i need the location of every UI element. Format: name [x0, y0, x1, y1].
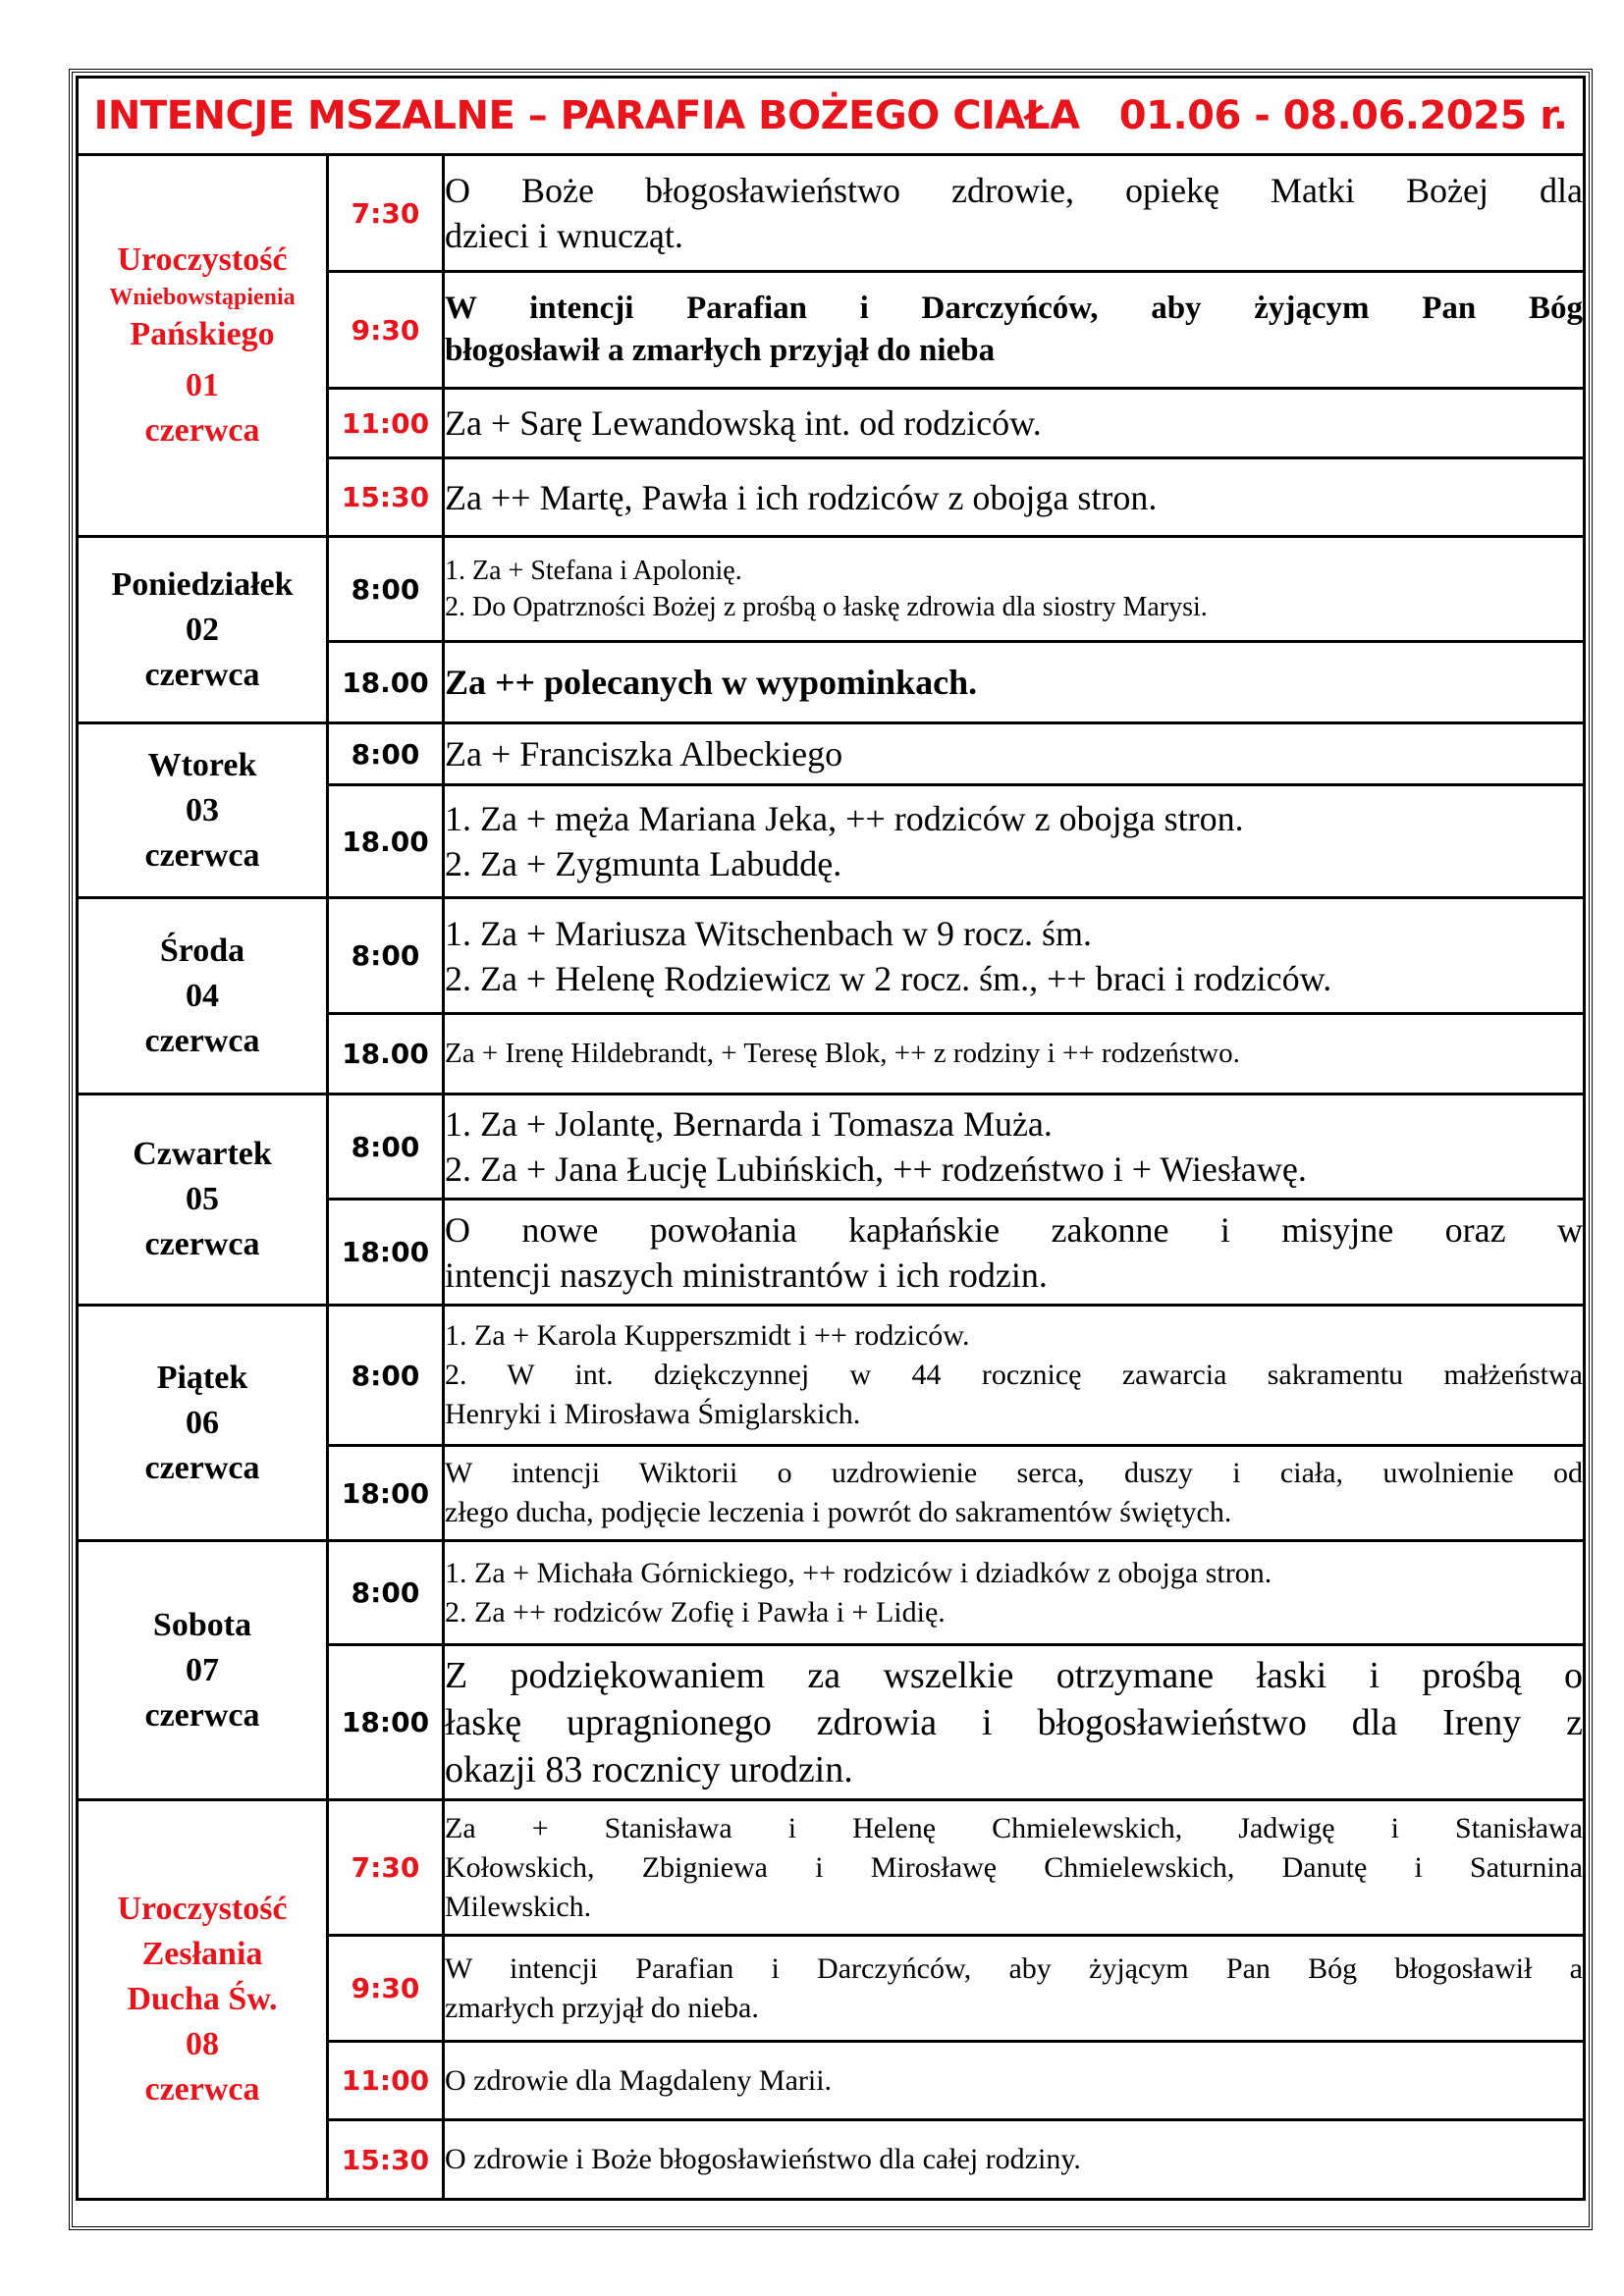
day-line: 04	[186, 977, 219, 1014]
mass-time: 11:00	[328, 389, 444, 458]
intention-line: złego ducha, podjęcie leczenia i powrót do sakramentów świętych.	[445, 1496, 1232, 1528]
intention-text	[444, 1645, 1585, 1800]
mass-time: 18.00	[328, 1014, 444, 1095]
table-row	[78, 1541, 1585, 1645]
mass-time: 8:00	[328, 1095, 444, 1200]
intention-text	[444, 1446, 1585, 1541]
intention-line: O zdrowie i Boże błogosławieństwo dla całej rodziny.	[445, 2143, 1081, 2175]
day-line: czerwca	[144, 2071, 260, 2108]
intention-line: O zdrowie dla Magdaleny Marii.	[445, 2063, 833, 2097]
day-line: czerwca	[144, 836, 260, 874]
day-line: 06	[186, 1404, 219, 1441]
intention-line: 1. Za + Michała Górnickiego, ++ rodziców i dziadków z obojga stron.	[445, 1556, 1272, 1589]
intention-text	[444, 1200, 1585, 1306]
intention-line: 2. Za + Zygmunta Labuddę.	[445, 844, 842, 883]
mass-time: 15:30	[328, 458, 444, 537]
intention-line: 2. Za ++ rodziców Zofię i Pawła i + Lidię.	[445, 1595, 946, 1629]
mass-time: 8:00	[328, 1541, 444, 1645]
table-row	[78, 1095, 1585, 1200]
intention-line: dzieci i wnucząt.	[445, 216, 683, 255]
intention-text	[444, 389, 1585, 458]
intention-text	[444, 155, 1585, 272]
schedule-sheet	[69, 69, 1593, 2230]
table-row	[78, 155, 1585, 272]
intention-line: Za ++ Martę, Pawła i ich rodziców z obojga stron.	[445, 477, 1158, 517]
mass-time: 15:30	[328, 2120, 444, 2200]
intention-text	[444, 1095, 1585, 1200]
day-label	[78, 1095, 328, 1306]
intention-line: Kołowskich, Zbigniewa i Mirosławę Chmielewskich, Danutę i Saturnina	[445, 1850, 1583, 1884]
intention-text	[444, 458, 1585, 537]
day-label	[78, 723, 328, 898]
mass-time: 9:30	[328, 1936, 444, 2042]
table-row	[78, 898, 1585, 1014]
day-label	[78, 1306, 328, 1541]
intention-line: 2. Do Opatrzności Bożej z prośbą o łaskę zdrowia dla siostry Marysi.	[445, 592, 1208, 622]
intention-line: 2. Za + Helenę Rodziewicz w 2 rocz. śm., ++ braci i rodziców.	[445, 958, 1332, 998]
intention-text	[444, 537, 1585, 642]
intention-line: 2. W int. dziękczynnej w 44 rocznicę zawarcia sakramentu małżeństwa	[445, 1359, 1583, 1391]
mass-time: 7:30	[328, 1800, 444, 1936]
table-row	[78, 1800, 1585, 1936]
intention-text	[444, 723, 1585, 785]
day-line: czerwca	[144, 656, 260, 693]
mass-time: 8:00	[328, 898, 444, 1014]
intention-line: Za ++ polecanych w wypominkach.	[445, 663, 978, 702]
intention-text	[444, 1014, 1585, 1095]
mass-time: 8:00	[328, 537, 444, 642]
day-label	[78, 155, 328, 537]
intention-text	[444, 785, 1585, 898]
day-line: 08	[186, 2026, 219, 2062]
mass-time: 18:00	[328, 1645, 444, 1800]
intention-text	[444, 1936, 1585, 2042]
intention-line: zmarłych przyjął do nieba.	[445, 1991, 759, 2024]
intention-line: Milewskich.	[445, 1890, 592, 1923]
day-label	[78, 1541, 328, 1800]
day-line: czerwca	[144, 1696, 260, 1734]
intention-line: 1. Za + Mariusza Witschenbach w 9 rocz. śm.	[445, 913, 1092, 953]
intention-text	[444, 642, 1585, 723]
intention-line: łaskę upragnionego zdrowia i błogosławieństwo dla Ireny z	[445, 1701, 1583, 1743]
intention-text	[444, 898, 1585, 1014]
day-line: czerwca	[144, 412, 260, 449]
day-line: Wtorek	[147, 746, 257, 783]
day-line: Pańskiego	[130, 316, 275, 352]
intention-line: 1. Za + Karola Kupperszmidt i ++ rodziców.	[445, 1319, 970, 1352]
intention-text	[444, 272, 1585, 389]
day-line: 02	[186, 611, 219, 648]
intention-line: W intencji Parafian i Darczyńców, aby żyjącym Pan Bóg błogosławił a	[445, 1951, 1583, 1985]
day-line: czerwca	[144, 1226, 260, 1262]
table-row	[78, 723, 1585, 785]
day-line: 03	[186, 791, 219, 828]
intention-line: intencji naszych ministrantów i ich rodzin.	[445, 1255, 1048, 1295]
intention-line: 2. Za + Jana Łucję Lubińskich, ++ rodzeństwo i + Wiesławę.	[445, 1149, 1307, 1189]
table-row	[78, 537, 1585, 642]
intention-line: Za + Stanisława i Helenę Chmielewskich, Jadwigę i Stanisława	[445, 1811, 1583, 1844]
day-line: Zesłania	[141, 1936, 263, 1972]
intention-text	[444, 2042, 1585, 2120]
intention-line: Za + Sarę Lewandowską int. od rodziców.	[445, 403, 1042, 443]
day-line: Środa	[159, 932, 245, 969]
mass-time: 18.00	[328, 785, 444, 898]
mass-time: 18:00	[328, 1200, 444, 1306]
day-line: Uroczystość	[117, 241, 288, 278]
intention-line: O Boże błogosławieństwo zdrowie, opiekę Matki Bożej dla	[445, 171, 1583, 210]
intention-line: 1. Za + Jolantę, Bernarda i Tomasza Muża.	[445, 1104, 1053, 1144]
day-line: 07	[186, 1651, 219, 1688]
day-line: Wniebowstąpienia	[109, 285, 296, 310]
day-line: 01	[186, 367, 219, 403]
day-line: Piątek	[156, 1359, 248, 1396]
title-row	[78, 78, 1585, 155]
mass-time: 8:00	[328, 723, 444, 785]
mass-time: 9:30	[328, 272, 444, 389]
intention-line: 1. Za + Stefana i Apolonię.	[445, 556, 742, 586]
mass-intentions-table	[76, 76, 1586, 2201]
day-line: czerwca	[144, 1449, 260, 1486]
day-line: Uroczystość	[117, 1891, 288, 1927]
mass-time: 7:30	[328, 155, 444, 272]
intention-text	[444, 2120, 1585, 2200]
intention-text	[444, 1541, 1585, 1645]
day-line: czerwca	[144, 1022, 260, 1059]
intention-line: Za + Irenę Hildebrandt, + Teresę Blok, ++ z rodziny i ++ rodzeństwo.	[445, 1038, 1240, 1069]
intention-line: O nowe powołania kapłańskie zakonne i misyjne oraz w	[445, 1209, 1583, 1250]
intention-text	[444, 1800, 1585, 1936]
intention-line: Henryki i Mirosława Śmiglarskich.	[445, 1398, 861, 1430]
mass-time: 18:00	[328, 1446, 444, 1541]
day-line: Czwartek	[133, 1136, 272, 1172]
day-line: Sobota	[152, 1606, 252, 1643]
intention-line: 1. Za + męża Mariana Jeka, ++ rodziców z obojga stron.	[445, 799, 1244, 838]
intention-line: okazji 83 rocznicy urodzin.	[445, 1748, 853, 1790]
mass-time: 8:00	[328, 1306, 444, 1446]
day-label	[78, 537, 328, 723]
day-line: Ducha Św.	[127, 1981, 278, 2017]
intention-line: Z podziękowaniem za wszelkie otrzymane łaski i prośbą o	[445, 1654, 1583, 1696]
mass-time: 11:00	[328, 2042, 444, 2120]
day-line: Poniedziałek	[111, 565, 294, 603]
intention-line: Za + Franciszka Albeckiego	[445, 734, 843, 774]
day-label	[78, 898, 328, 1095]
intention-line: błogosławił a zmarłych przyjął do nieba	[445, 333, 996, 368]
page-title: INTENCJE MSZALNE – PARAFIA BOŻEGO CIAŁA 01.06 - 08.06.2025 r.	[78, 78, 1585, 155]
day-line: 05	[186, 1181, 219, 1217]
mass-time: 18.00	[328, 642, 444, 723]
intention-line: W intencji Wiktorii o uzdrowienie serca, duszy i ciała, uwolnienie od	[445, 1457, 1583, 1489]
table-row	[78, 1306, 1585, 1446]
intention-line: W intencji Parafian i Darczyńców, aby żyjącym Pan Bóg	[445, 291, 1583, 326]
day-label	[78, 1800, 328, 2200]
intention-text	[444, 1306, 1585, 1446]
